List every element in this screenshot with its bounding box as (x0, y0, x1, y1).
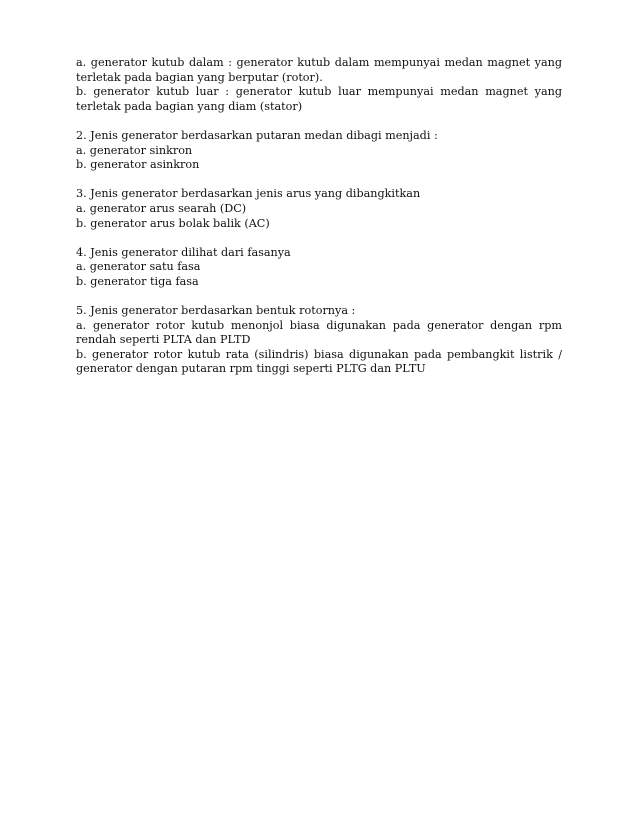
paragraph-spacer (76, 231, 562, 246)
generator-kutub-rata-text: b. generator rotor kutub rata (silindris) biasa digunakan pada pembangkit listrik / generator dengan putaran rpm tinggi seperti PLTG dan PLTU (76, 347, 562, 376)
generator-dc-item: a. generator arus searah (DC) (76, 201, 247, 215)
generator-asinkron-item: b. generator asinkron (76, 158, 200, 172)
paragraph-spacer (76, 114, 562, 129)
generator-satu-fasa-item: a. generator satu fasa (76, 260, 201, 274)
paragraph-spacer (76, 290, 562, 305)
section-3-heading: 3. Jenis generator berdasarkan jenis arus yang dibangkitkan (76, 187, 421, 201)
generator-sinkron-item: a. generator sinkron (76, 143, 193, 157)
section-2-heading: 2. Jenis generator berdasarkan putaran medan dibagi menjadi : (76, 128, 438, 142)
generator-tiga-fasa-item: b. generator tiga fasa (76, 274, 199, 288)
paragraph-spacer (76, 173, 562, 188)
generator-ac-item: b. generator arus bolak balik (AC) (76, 216, 270, 230)
section-4-heading: 4. Jenis generator dilihat dari fasanya (76, 245, 291, 259)
section-5-heading: 5. Jenis generator berdasarkan bentuk rotornya : (76, 304, 356, 318)
generator-kutub-menonjol-text: a. generator rotor kutub menonjol biasa digunakan pada generator dengan rpm rendah seperti PLTA dan PLTD (76, 318, 562, 347)
generator-kutub-luar-text: b. generator kutub luar : generator kutub luar mempunyai medan magnet yang terletak pada bagian yang diam (stator) (76, 85, 562, 113)
generator-kutub-dalam-text: a. generator kutub dalam : generator kutub dalam mempunyai medan magnet yang terletak pada bagian yang berputar (rotor). (76, 56, 562, 84)
document-body (76, 56, 562, 377)
